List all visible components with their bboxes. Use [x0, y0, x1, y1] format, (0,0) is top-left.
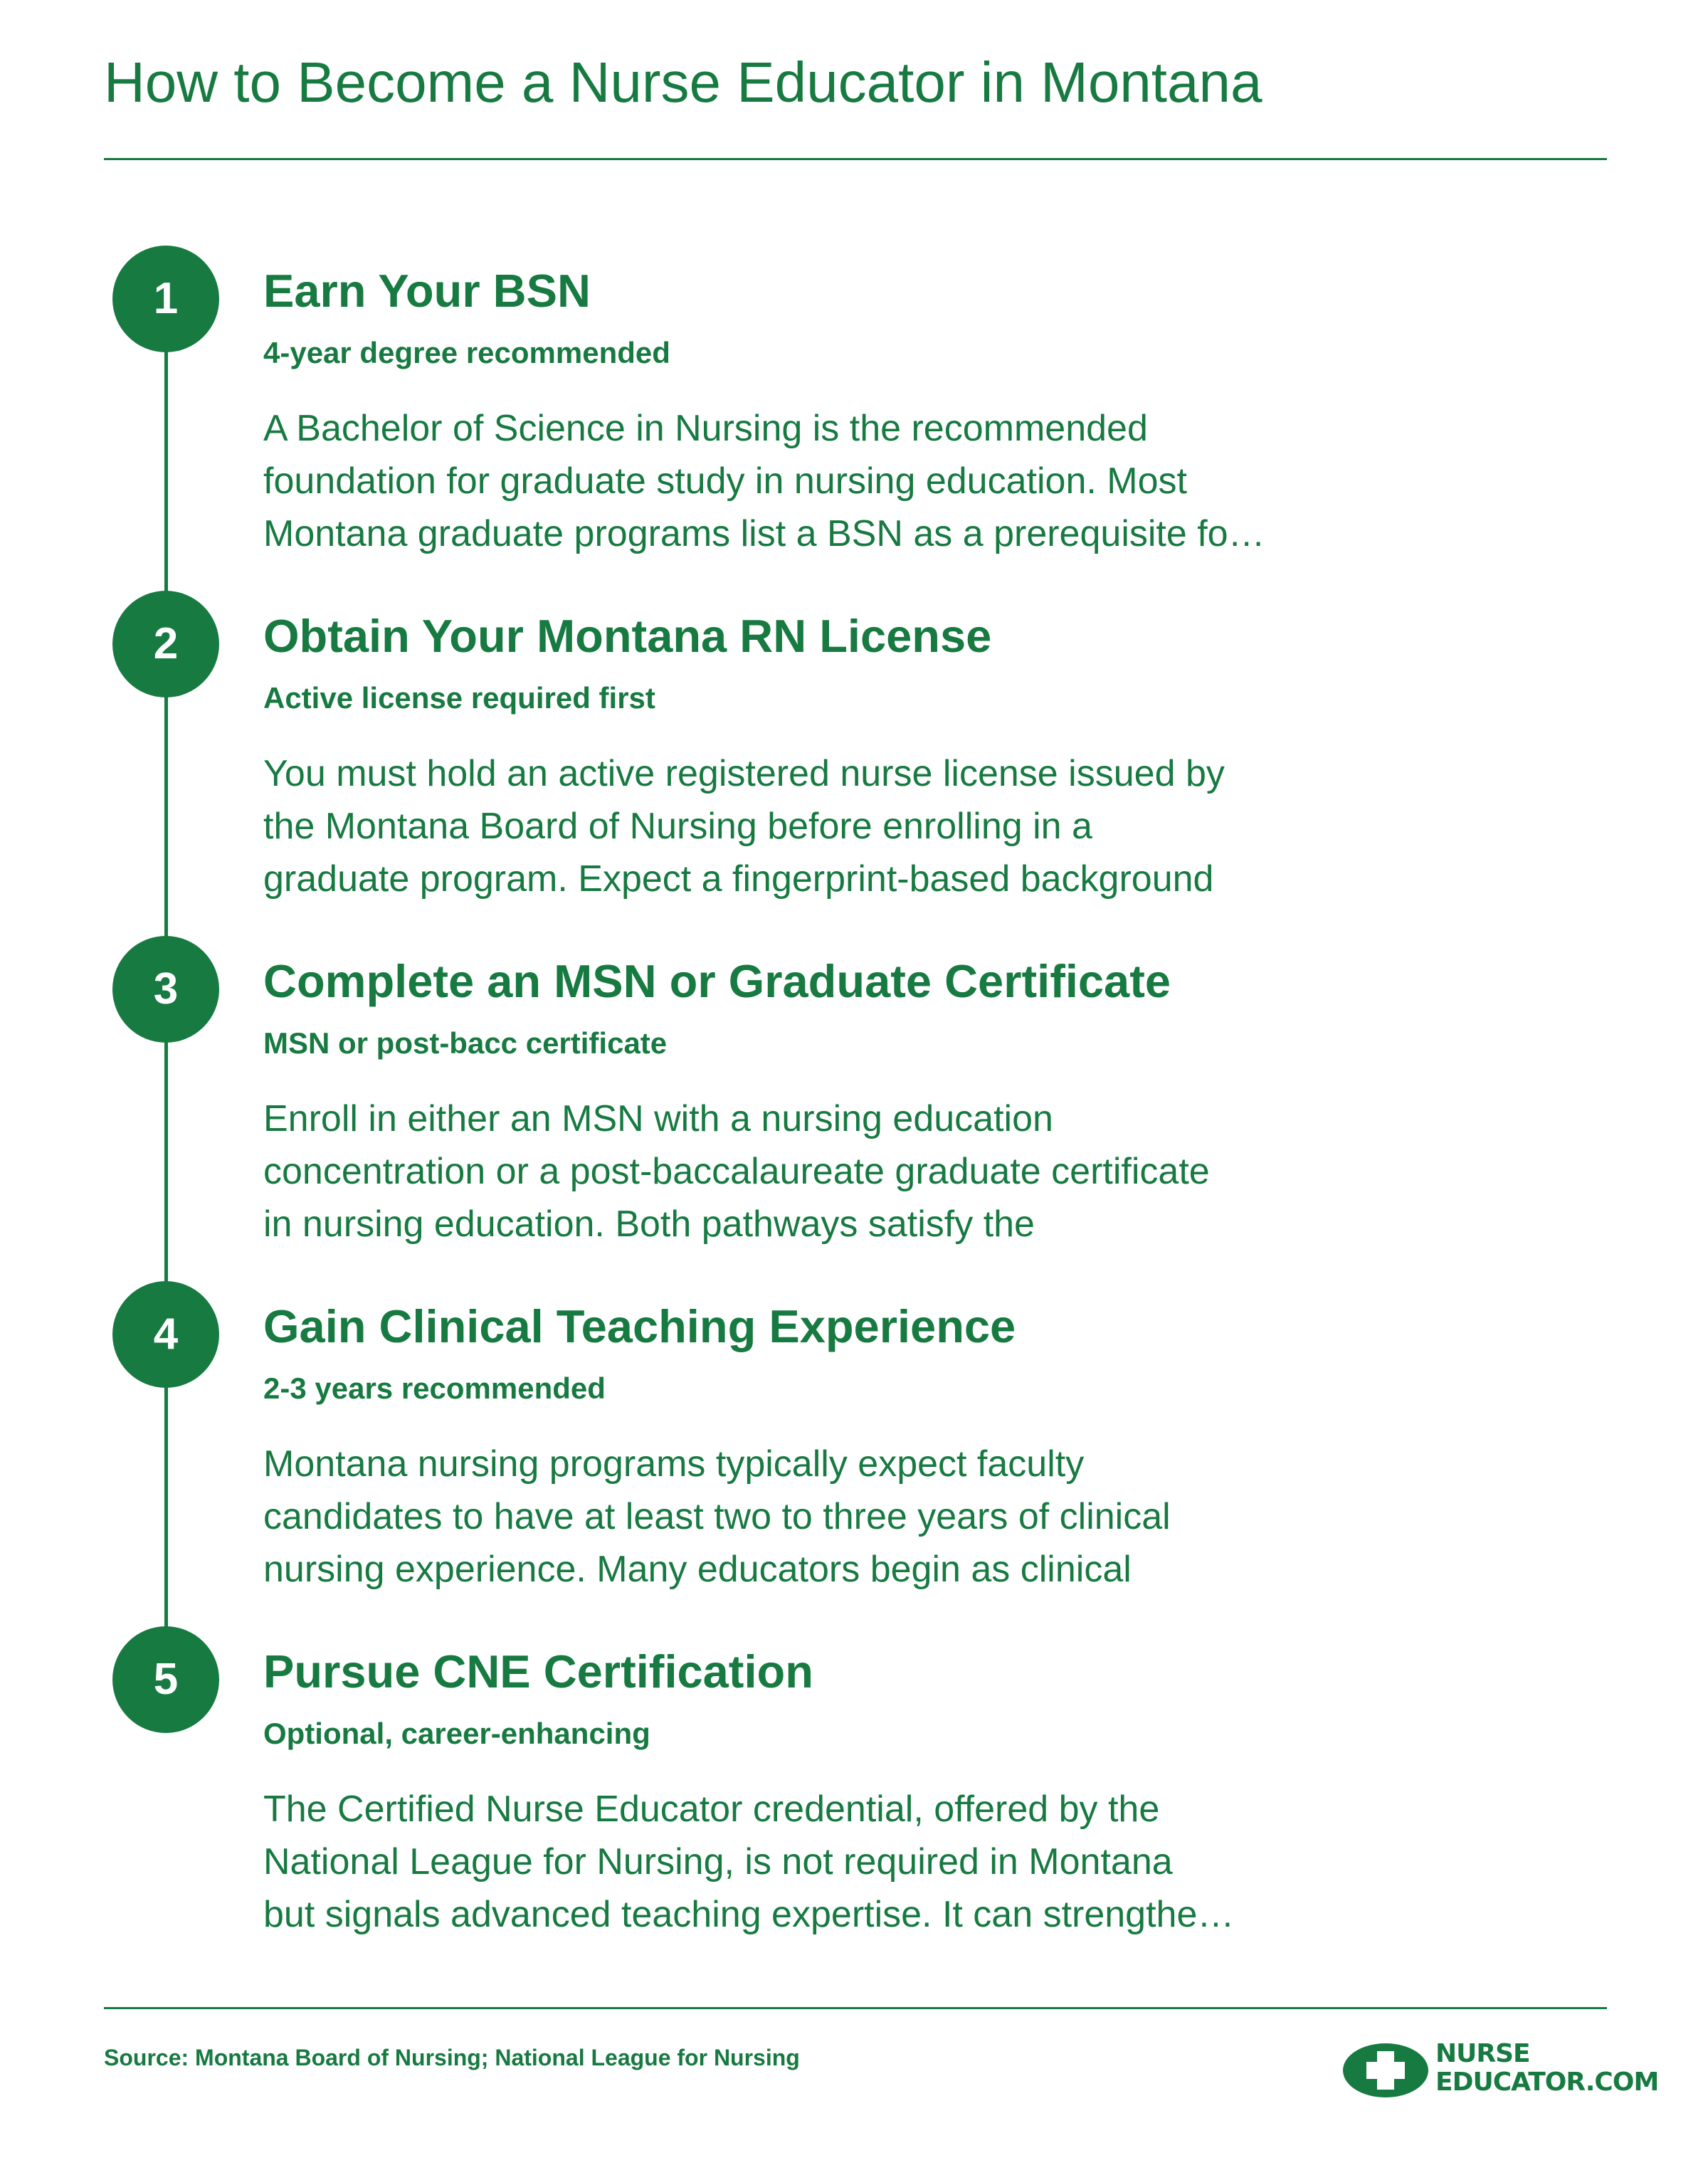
logo-line: EDUCATOR.COM	[1435, 2068, 1659, 2097]
description-line: graduate program. Expect a fingerprint-based background	[263, 858, 1214, 900]
description-line: Enroll in either an MSN with a nursing education	[263, 1098, 1053, 1139]
page-title: How to Become a Nurse Educator in Montana	[104, 51, 1262, 114]
step-1	[0, 246, 1708, 587]
step-title: Earn Your BSN	[263, 265, 591, 317]
description-line: You must hold an active registered nurse license issued by	[263, 753, 1225, 794]
step-title: Gain Clinical Teaching Experience	[263, 1300, 1016, 1352]
description-line: candidates to have at least two to three years of clinical	[263, 1496, 1171, 1537]
description-line: National League for Nursing, is not required in Montana	[263, 1841, 1173, 1883]
description-line: Montana graduate programs list a BSN as a prerequisite fo…	[263, 513, 1265, 554]
logo-wordmark	[1435, 2040, 1658, 2097]
description-line: concentration or a post-baccalaureate graduate certificate	[263, 1151, 1210, 1192]
step-title: Pursue CNE Certification	[263, 1645, 813, 1697]
step-2	[0, 591, 1708, 932]
description-line: foundation for graduate study in nursing education. Most	[263, 460, 1187, 502]
footer-divider	[104, 2007, 1607, 2009]
step-5	[0, 1626, 1708, 1968]
step-description	[263, 1438, 1395, 1596]
description-line: The Certified Nurse Educator credential, offered by the	[263, 1789, 1160, 1830]
step-number-badge: 2	[112, 591, 219, 697]
description-line: nursing experience. Many educators begin as clinical	[263, 1549, 1132, 1590]
description-line: Montana nursing programs typically expect faculty	[263, 1443, 1085, 1485]
step-number-badge: 5	[112, 1626, 219, 1733]
header-divider	[104, 158, 1607, 160]
step-description	[263, 1092, 1395, 1250]
description-line: but signals advanced teaching expertise. It can strengthe…	[263, 1894, 1235, 1935]
step-description	[263, 402, 1395, 560]
description-line: in nursing education. Both pathways satisfy the	[263, 1204, 1035, 1245]
step-subtitle: MSN or post-bacc certificate	[263, 1026, 668, 1060]
logo-line: NURSE	[1435, 2039, 1530, 2068]
description-line: the Montana Board of Nursing before enrolling in a	[263, 806, 1092, 847]
step-subtitle: 4-year degree recommended	[263, 336, 670, 369]
step-number-badge: 4	[112, 1281, 219, 1388]
step-subtitle: Optional, career-enhancing	[263, 1717, 650, 1750]
step-number-badge: 3	[112, 936, 219, 1043]
medical-cross-icon	[1341, 2041, 1430, 2100]
description-line: A Bachelor of Science in Nursing is the recommended	[263, 408, 1148, 449]
step-4	[0, 1281, 1708, 1623]
source-note: Source: Montana Board of Nursing; National League for Nursing	[104, 2045, 800, 2070]
step-description	[263, 1783, 1395, 1941]
step-description	[263, 747, 1395, 905]
step-3	[0, 936, 1708, 1278]
step-title: Obtain Your Montana RN License	[263, 610, 992, 662]
step-subtitle: Active license required first	[263, 681, 655, 715]
nurse-educator-logo[interactable]	[1341, 2037, 1659, 2108]
step-number-badge: 1	[112, 246, 219, 352]
step-title: Complete an MSN or Graduate Certificate	[263, 955, 1171, 1007]
step-subtitle: 2-3 years recommended	[263, 1371, 606, 1405]
